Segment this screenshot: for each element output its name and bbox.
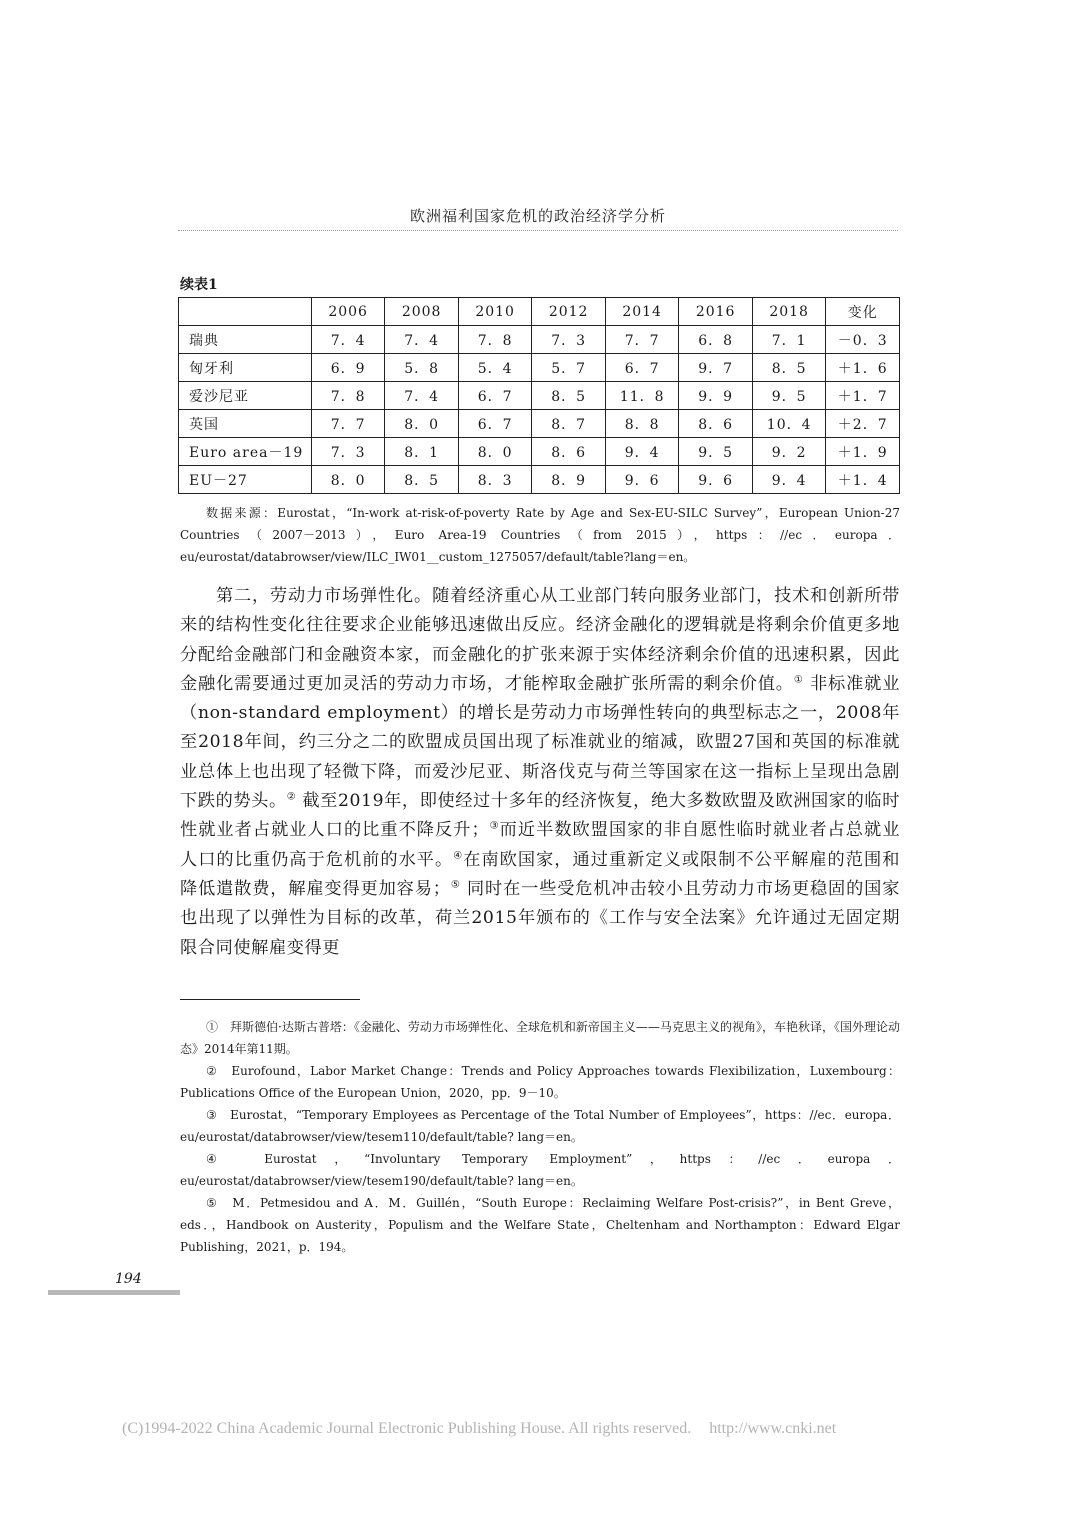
footnote-item (180, 1060, 900, 1104)
table-header-cell: 变化 (826, 298, 900, 326)
table-cell: 9．5 (679, 438, 753, 466)
body-paragraph (180, 582, 900, 963)
table-row (179, 466, 900, 494)
source-note (180, 502, 900, 568)
table-cell: 7．1 (752, 326, 826, 354)
table-cell: 6．8 (679, 326, 753, 354)
row-label: 英国 (179, 410, 312, 438)
table-cell: 8．6 (679, 410, 753, 438)
table-cell: 5．7 (532, 354, 606, 382)
table-header-cell: 2012 (532, 298, 606, 326)
footnote-marker: ② (206, 1064, 219, 1078)
table-cell: 7．7 (311, 410, 385, 438)
footnote-ref[interactable]: ① (793, 674, 804, 686)
table-cell: 8．0 (311, 466, 385, 494)
table-cell: 7．7 (605, 326, 679, 354)
table-cell: 9．7 (679, 354, 753, 382)
table-cell: ＋1．9 (826, 438, 900, 466)
table-cell: 11．8 (605, 382, 679, 410)
footnote-text: M．Petmesidou and A．M．Guillén，“South Europe：Reclaiming Welfare Post-crisis?”，in Bent Greve，eds．，Handbook on Austerity，Populism and the Welfare State，Cheltenham and Northampton：Edward Elgar Publishing，2021，p．194。 (180, 1196, 900, 1254)
running-header: 欧洲福利国家危机的政治经济学分析 (409, 207, 666, 225)
source-note-text: 数据来源：Eurostat，“In-work at-risk-of-poverty Rate by Age and Sex-EU-SILC Survey”，European Union-27 Countries（2007－2013），Euro Area-19 Countries（from 2015），https：//ec．europa．eu/eurostat/databrowser/view/ILC_IW01__custom_1275057/default/table?lang＝en。 (180, 506, 900, 564)
row-label: 爱沙尼亚 (179, 382, 312, 410)
footnote-marker: ④ (206, 1152, 235, 1166)
table-cell: ＋1．6 (826, 354, 900, 382)
footnote-ref[interactable]: ③ (489, 820, 500, 832)
body-text-run: 第二，劳动力市场弹性化。随着经济重心从工业部门转向服务业部门，技术和创新所带来的结构性变化往往要求企业能够迅速做出反应。经济金融化的逻辑就是将剩余价值更多地分配给金融部门和金融资本家，而金融化的扩张来源于实体经济剩余价值的迅速积累，因此金融化需要通过更加灵活的劳动力市场，才能榨取金融扩张所需的剩余价值。 (180, 586, 900, 694)
table-cell: 9．9 (679, 382, 753, 410)
table-row (179, 382, 900, 410)
table-cell: 8．0 (385, 410, 459, 438)
page-number: 194 (115, 1271, 142, 1287)
table-cell: 6．7 (605, 354, 679, 382)
table-row (179, 354, 900, 382)
footnote-marker: ③ (206, 1108, 218, 1122)
table-cell: 6．7 (458, 382, 532, 410)
footnote-item (180, 1192, 900, 1258)
body-text-run: 非标准就业（non-standard employment）的增长是劳动力市场弹性转向的典型标志之一，2008年至2018年间，约三分之二的欧盟成员国出现了标准就业的缩减，欧盟27国和英国的标准就业总体上也出现了轻微下降，而爱沙尼亚、斯洛伐克与荷兰等国家在这一指标上呈现出急剧下跌的势头。 (180, 673, 900, 812)
footnote-marker: ⑤ (206, 1196, 219, 1210)
table-cell: 9．4 (605, 438, 679, 466)
table-row (179, 438, 900, 466)
page-number-bar (48, 1290, 180, 1295)
table-caption: 续表1 (180, 277, 218, 293)
footnote-text: Eurofound，Labor Market Change：Trends and Policy Approaches towards Flexibilization，Luxembourg：Publications Office of the European Union，2020，pp．9－10。 (180, 1064, 900, 1100)
footnote-item (180, 1148, 900, 1192)
table-cell: 8．5 (532, 382, 606, 410)
table-cell: 8．7 (532, 410, 606, 438)
table-cell: ＋1．7 (826, 382, 900, 410)
table-row (179, 326, 900, 354)
header-rule (178, 230, 898, 231)
footnote-ref[interactable]: ⑤ (450, 879, 461, 891)
body-text-run: 同时在一些受危机冲击较小且劳动力市场更稳固的国家也出现了以弹性为目标的改革，荷兰2015年颁布的《工作与安全法案》允许通过无固定期限合同使解雇变得更 (180, 878, 900, 958)
table-cell: 9．4 (752, 466, 826, 494)
table-cell: 7．4 (311, 326, 385, 354)
table-cell: 8．3 (458, 466, 532, 494)
table-cell: 8．0 (458, 438, 532, 466)
table-cell: 7．8 (458, 326, 532, 354)
footnotes (180, 1016, 900, 1258)
table-header-cell: 2008 (385, 298, 459, 326)
footnote-item (180, 1016, 900, 1060)
table-cell: ＋2．7 (826, 410, 900, 438)
table-row (179, 410, 900, 438)
table-header-cell: 2014 (605, 298, 679, 326)
footnote-text: Eurostat，“Involuntary Temporary Employment”，https：//ec．europa．eu/eurostat/databrowser/view/tesem190/default/table? lang＝en。 (180, 1152, 900, 1188)
body-text-run: 截至2019年，即使经过十多年的经济恢复，绝大多数欧盟及欧洲国家的临时性就业者占就业人口的比重不降反升； (180, 791, 900, 841)
table-header-cell: 2018 (752, 298, 826, 326)
table-cell: 7．4 (385, 326, 459, 354)
table-cell: 9．5 (752, 382, 826, 410)
table-header-cell: 2016 (679, 298, 753, 326)
row-label: Euro area－19 (179, 438, 312, 466)
table-cell: 6．7 (458, 410, 532, 438)
body-text-run: 而近半数欧盟国家的非自愿性临时就业者占总就业人口的比重仍高于危机前的水平。 (180, 820, 900, 870)
data-table (178, 297, 900, 494)
table-cell: 5．4 (458, 354, 532, 382)
table-cell: 9．2 (752, 438, 826, 466)
table-cell: 8．1 (385, 438, 459, 466)
table-cell: 8．5 (752, 354, 826, 382)
table-cell: 6．9 (311, 354, 385, 382)
table-cell: 5．8 (385, 354, 459, 382)
row-label: 匈牙利 (179, 354, 312, 382)
table-cell: 10．4 (752, 410, 826, 438)
table-cell: 7．3 (532, 326, 606, 354)
row-label: 瑞典 (179, 326, 312, 354)
table-cell: 8．5 (385, 466, 459, 494)
footnote-item (180, 1104, 900, 1148)
table-cell: 7．8 (311, 382, 385, 410)
table-cell: 8．9 (532, 466, 606, 494)
table-cell: 8．8 (605, 410, 679, 438)
footnote-text: Eurostat，“Temporary Employees as Percentage of the Total Number of Employees”，https：//ec．europa．eu/eurostat/databrowser/view/tesem110/default/table? lang＝en。 (180, 1108, 900, 1144)
table-cell: 8．6 (532, 438, 606, 466)
copyright-url[interactable]: http://www.cnki.net (709, 1420, 837, 1437)
body-text-run: 在南欧国家，通过重新定义或限制不公平解雇的范围和降低遣散费，解雇变得更加容易； (180, 849, 900, 899)
table-cell: －0．3 (826, 326, 900, 354)
footnote-ref[interactable]: ② (286, 791, 297, 803)
table-header-cell: 2010 (458, 298, 532, 326)
footnote-text: 拜斯德伯·达斯古普塔：《金融化、劳动力市场弹性化、全球危机和新帝国主义——马克思主义的视角》，车艳秋译，《国外理论动态》2014年第11期。 (180, 1020, 900, 1056)
table-header-row (179, 298, 900, 326)
table-header-cell: 2006 (311, 298, 385, 326)
table-cell: 7．4 (385, 382, 459, 410)
table-cell: ＋1．4 (826, 466, 900, 494)
footnote-ref[interactable]: ④ (453, 849, 464, 861)
table-cell: 7．3 (311, 438, 385, 466)
footnote-rule (180, 999, 360, 1000)
table-header-cell (179, 298, 312, 326)
footnote-marker: ① (206, 1020, 219, 1034)
row-label: EU－27 (179, 466, 312, 494)
table-cell: 9．6 (605, 466, 679, 494)
copyright-text: (C)1994-2022 China Academic Journal Electronic Publishing House. All rights reserved. (122, 1420, 692, 1437)
table-cell: 9．6 (679, 466, 753, 494)
copyright-notice (122, 1420, 836, 1438)
